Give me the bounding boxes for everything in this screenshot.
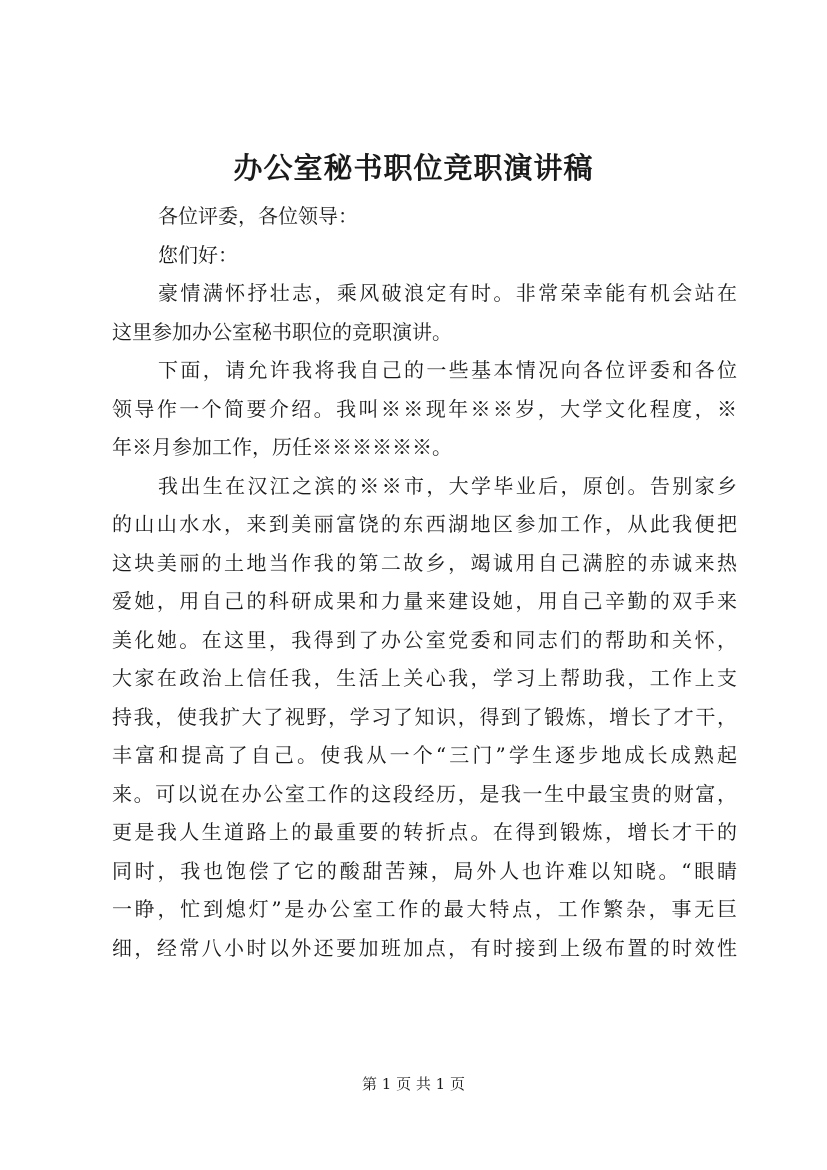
paragraph-line: 爱她，用自己的科研成果和力量来建设她，用自己辛勤的双手来 [112, 589, 737, 613]
paragraph-line: 大家在政治上信任我，生活上关心我，学习上帮助我，工作上支 [112, 666, 737, 690]
document-body [112, 197, 737, 967]
paragraph-line: 丰富和提高了自己。使我从一个“三门”学生逐步地成长成熟起 [112, 743, 737, 767]
paragraph-line: 美化她。在这里，我得到了办公室党委和同志们的帮助和关怀， [112, 627, 737, 652]
page-footer [0, 1074, 827, 1094]
paragraph-line: 我出生在汉江之滨的※※市，大学毕业后，原创。告别家乡 [158, 473, 737, 498]
paragraph-line: 领导作一个简要介绍。我叫※※现年※※岁，大学文化程度，※ [112, 396, 737, 421]
page-number-label: 第 1 页 共 1 页 [362, 1075, 465, 1093]
salutation-line: 各位评委，各位领导： [158, 204, 358, 228]
paragraph-line: 来。可以说在办公室工作的这段经历，是我一生中最宝贵的财富， [112, 781, 737, 806]
paragraph-line: 同时，我也饱偿了它的酸甜苦辣，局外人也许难以知晓。“眼睛 [112, 858, 737, 883]
paragraph-line: 的山山水水，来到美丽富饶的东西湖地区参加工作，从此我便把 [112, 512, 737, 536]
paragraph-line: 这里参加办公室秘书职位的竞职演讲。 [112, 319, 452, 344]
paragraph-line: 这块美丽的土地当作我的第二故乡，竭诚用自己满腔的赤诚来热 [112, 550, 737, 575]
paragraph-line: 细，经常八小时以外还要加班加点，有时接到上级布置的时效性 [112, 935, 737, 960]
paragraph-line: 下面，请允许我将我自己的一些基本情况向各位评委和各位 [158, 358, 737, 382]
paragraph-line: 豪情满怀抒壮志，乘风破浪定有时。非常荣幸能有机会站在 [158, 281, 737, 305]
paragraph-line: 持我，使我扩大了视野，学习了知识，得到了锻炼，增长了才干， [112, 704, 737, 729]
paragraph-line: 年※月参加工作，历任※※※※※※。 [112, 435, 452, 459]
document-title: 办公室秘书职位竞职演讲稿 [233, 151, 594, 185]
greeting-line: 您们好： [158, 242, 238, 267]
paragraph-line: 更是我人生道路上的最重要的转折点。在得到锻炼，增长才干的 [112, 820, 737, 844]
paragraph-line: 一睁，忙到熄灯”是办公室工作的最大特点，工作繁杂，事无巨 [112, 897, 737, 921]
